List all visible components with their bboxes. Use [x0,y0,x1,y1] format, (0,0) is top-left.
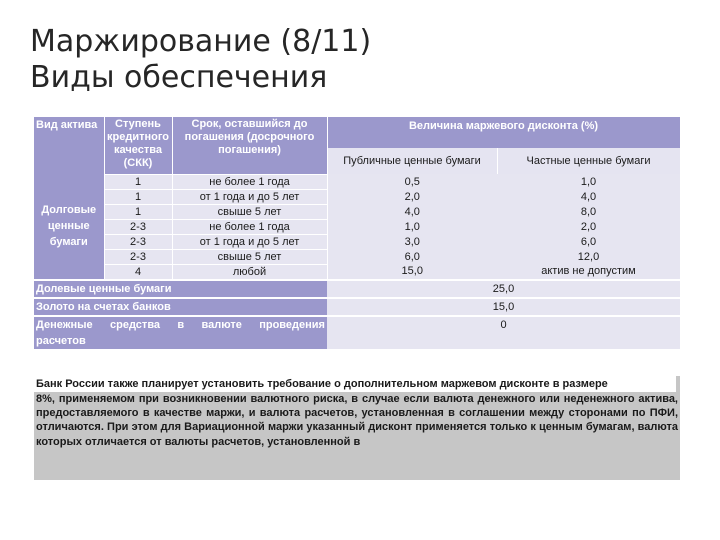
skk-cell: 1 [104,189,172,204]
slide-title [30,24,371,96]
header-public-securities: Публичные ценные бумаги [327,148,497,174]
table-row [34,174,680,189]
gold-value: 15,0 [327,298,680,316]
private-value-cell: 6,0 [497,234,680,249]
note-first-line-box [34,376,676,392]
header-credit-quality: Ступень кредитного качества (СКК) [104,117,172,174]
header-term: Срок, оставшийся до погашения (досрочного погашения) [172,117,327,174]
term-cell: не более 1 года [172,174,327,189]
private-value-cell: 2,0 [497,219,680,234]
equity-securities-value: 25,0 [327,280,680,298]
cash-label-word: средства [110,318,161,331]
cash-label [34,316,327,349]
public-value-cell: 15,0 [327,264,497,280]
cash-label-word: в [177,318,185,331]
skk-cell: 2-3 [104,249,172,264]
equity-securities-label: Долевые ценные бумаги [34,280,327,298]
term-cell: любой [172,264,327,280]
debt-securities-category: Долговые ценные бумаги [34,174,104,280]
term-cell: свыше 5 лет [172,249,327,264]
note-text: 8%, применяемом при возникновении валютного риска, в случае если валюта денежного или неденежного актива, предоставляемого в качестве маржи, и валюта расчетов, установленная в соглашении между сторонами по ПФИ, отличаются. При этом для Вариационной маржи указанный дисконт применяется только к ценным бумагам, валюта которых отличается от валюты расчетов, установленной в [36,393,678,448]
note-first-line: Банк России также планирует установить требование о дополнительном маржевом дисконте в размере [36,378,608,390]
public-value-cell: 6,0 [327,249,497,264]
skk-cell: 1 [104,204,172,219]
table-row [34,298,680,316]
table-row [34,249,680,264]
cash-value: 0 [327,316,680,349]
private-value-cell: 8,0 [497,204,680,219]
note-box [34,376,680,480]
term-cell: от 1 года и до 5 лет [172,189,327,204]
cash-label-word: проведения [259,318,325,331]
table-row [34,234,680,249]
skk-cell: 2-3 [104,234,172,249]
margin-discount-table [34,117,681,349]
table-row [34,264,680,280]
slide-title-line-1: Маржирование (8/11) [30,24,372,59]
skk-cell: 2-3 [104,219,172,234]
skk-cell: 1 [104,174,172,189]
public-value-cell: 3,0 [327,234,497,249]
term-cell: не более 1 года [172,219,327,234]
slide-title-line-2: Виды обеспечения [30,60,328,95]
public-value-cell: 0,5 [327,174,497,189]
term-cell: свыше 5 лет [172,204,327,219]
table-row [34,316,680,349]
header-discount: Величина маржевого дисконта (%) [327,117,680,148]
private-value-cell: 1,0 [497,174,680,189]
gold-label: Золото на счетах банков [34,298,327,316]
table-row [34,189,680,204]
public-value-cell: 4,0 [327,204,497,219]
table-row [34,204,680,219]
private-value-cell: актив не допустим [497,264,680,280]
public-value-cell: 2,0 [327,189,497,204]
skk-cell: 4 [104,264,172,280]
header-private-securities: Частные ценные бумаги [497,148,680,174]
header-asset-type: Вид актива [34,117,104,174]
private-value-cell: 4,0 [497,189,680,204]
table-row [34,219,680,234]
public-value-cell: 1,0 [327,219,497,234]
cash-label-tail: расчетов [36,334,86,347]
term-cell: от 1 года и до 5 лет [172,234,327,249]
private-value-cell: 12,0 [497,249,680,264]
cash-label-word: Денежные [36,318,93,331]
table-row [34,280,680,298]
cash-label-word: валюте [201,318,242,331]
